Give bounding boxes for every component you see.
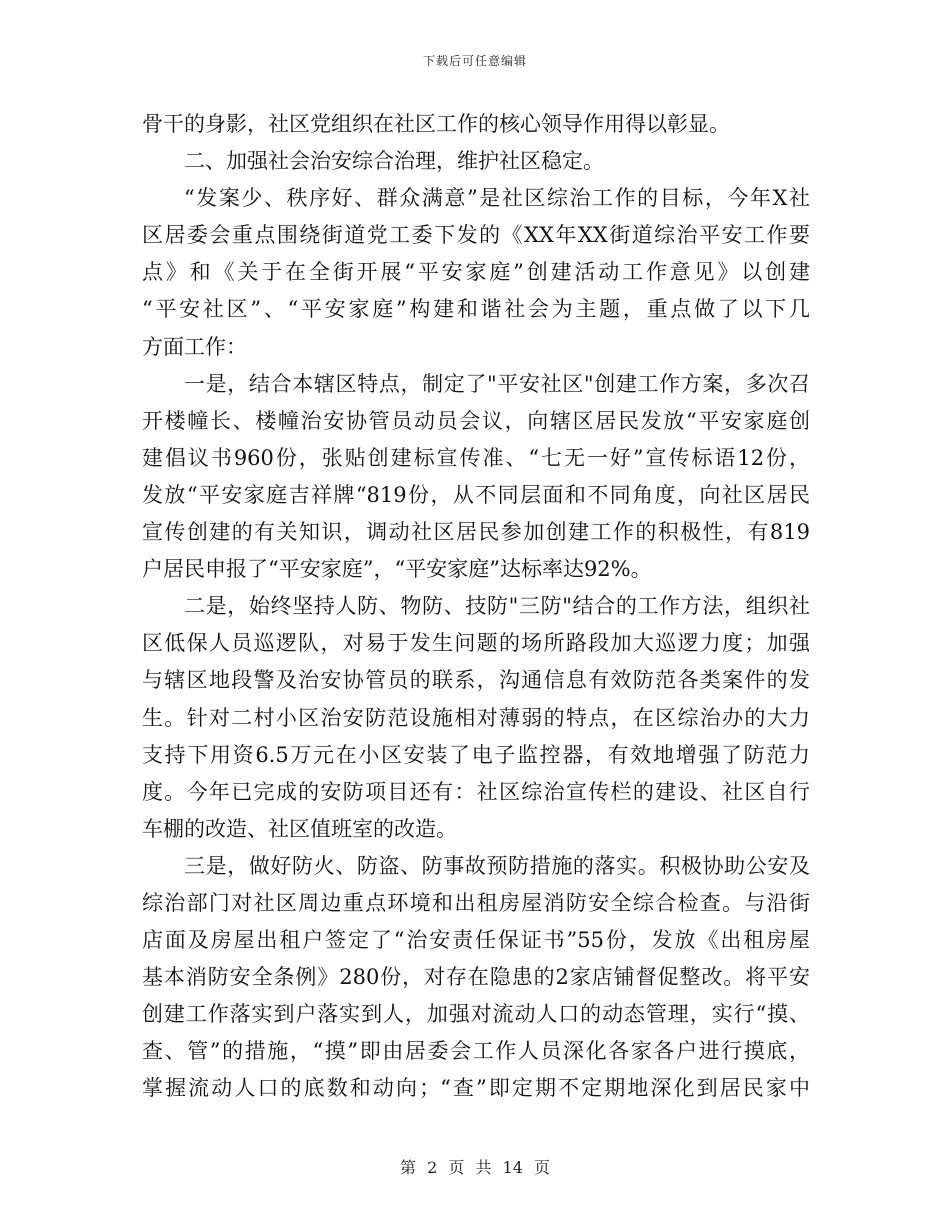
text-line: 建倡议书960份，张贴创建标宣传准、“七无一好”宣传标语12份，: [142, 445, 810, 470]
text-line: 发放“平安家庭吉祥牌“819份，从不同层面和不同角度，向社区居民: [142, 482, 810, 507]
document-body: [142, 106, 810, 1108]
text-line: 度。今年已完成的安防项目还有：社区综治宣传栏的建设、社区自行: [142, 779, 810, 804]
text-line: 骨干的身影，社区党组织在社区工作的核心领导作用得以彰显。: [142, 112, 730, 136]
text-line: 点》和《关于在全街开展“平安家庭”创建活动工作意见》以创建: [142, 260, 810, 285]
text-line: 查、管”的措施，“摸”即由居委会工作人员深化各家各户进行摸底，: [142, 1039, 810, 1064]
text-line: 掌握流动人口的底数和动向；“查”即定期不定期地深化到居民家中: [142, 1076, 810, 1101]
text-line: 二、加强社会治安综合治理，维护社区稳定。: [184, 149, 604, 174]
text-line: 与辖区地段警及治安协管员的联系，沟通信息有效防范各类案件的发: [142, 668, 810, 693]
text-line: “平安社区”、“平安家庭”构建和谐社会为主题，重点做了以下几: [142, 297, 810, 322]
text-line: 支持下用资6.5万元在小区安装了电子监控器，有效地增强了防范力: [142, 742, 810, 767]
text-line: “发案少、秩序好、群众满意”是社区综治工作的目标，今年X社: [184, 186, 810, 211]
text-line: 店面及房屋出租户签定了“治安责任保证书”55份，发放《出租房屋: [142, 928, 810, 953]
text-line: 宣传创建的有关知识，调动社区居民参加创建工作的积极性，有819: [142, 520, 810, 545]
page-header: 下载后可任意编辑: [422, 54, 527, 68]
text-line: 综治部门对社区周边重点环境和出租房屋消防安全综合检查。与沿街: [142, 890, 810, 915]
text-line: 开楼幢长、楼幢治安协管员动员会议，向辖区居民发放“平安家庭创: [142, 408, 810, 433]
text-line: 生。针对二村小区治安防范设施相对薄弱的特点，在区综治办的大力: [142, 705, 810, 730]
text-line: 方面工作：: [142, 334, 247, 359]
text-line: 户居民申报了“平安家庭”，“平安家庭”达标率达92%。: [142, 557, 652, 582]
page-number-footer: 第 2 页 共 14 页: [400, 1158, 550, 1177]
text-line: 车棚的改造、社区值班室的改造。: [142, 816, 457, 841]
text-line: 一是，结合本辖区特点，制定了"平安社区"创建工作方案，多次召: [184, 371, 810, 396]
text-line: 区居委会重点围绕街道党工委下发的《XX年XX街道综治平安工作要: [142, 223, 810, 248]
text-line: 区低保人员巡逻队，对易于发生问题的场所路段加大巡逻力度；加强: [142, 631, 810, 656]
text-line: 二是，始终坚持人防、物防、技防"三防"结合的工作方法，组织社: [184, 594, 810, 619]
text-line: 创建工作落实到户落实到人，加强对流动人口的动态管理，实行“摸、: [142, 1002, 810, 1027]
text-line: 三是，做好防火、防盗、防事故预防措施的落实。积极协助公安及: [184, 853, 810, 878]
text-line: 基本消防安全条例》280份，对存在隐患的2家店铺督促整改。将平安: [142, 965, 810, 990]
